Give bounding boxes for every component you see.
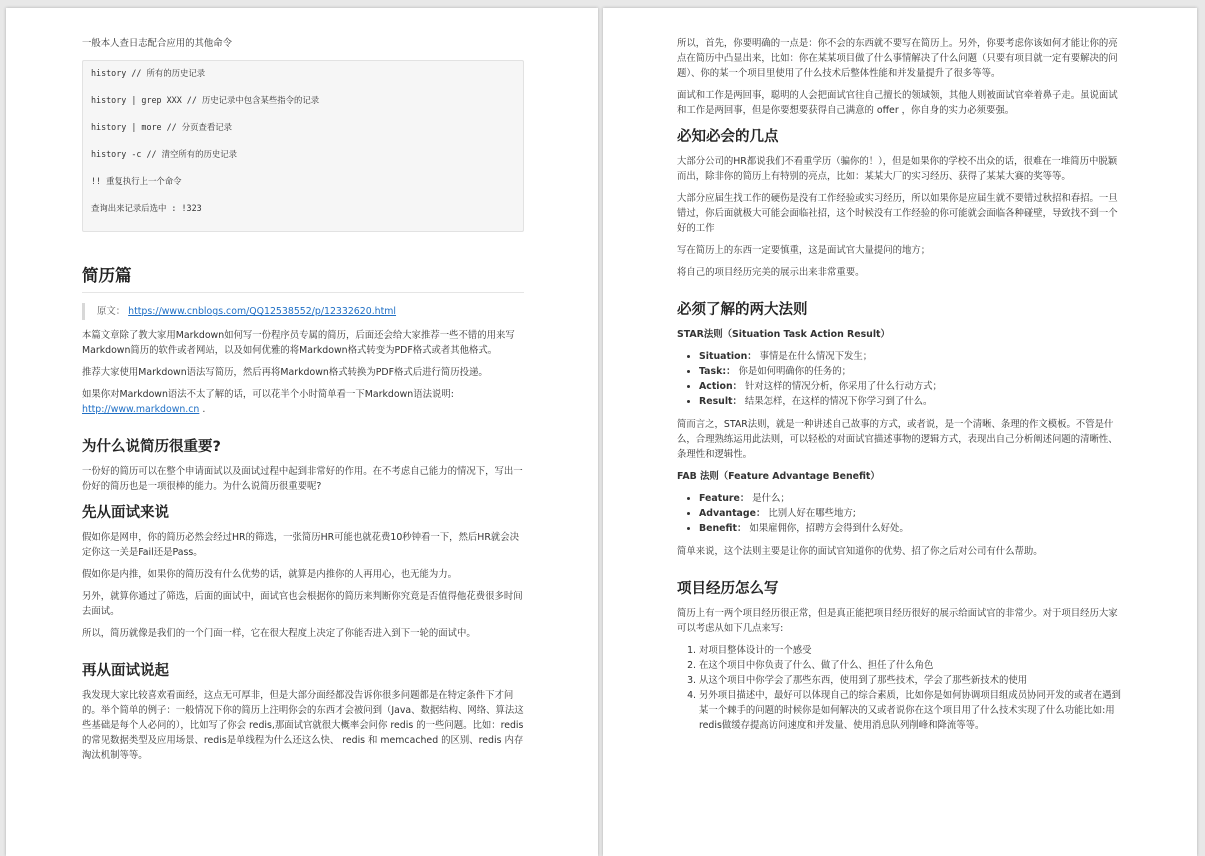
paragraph: 推荐大家使用Markdown语法写简历，然后再将Markdown格式转换为PDF格式后进行简历投递。 (82, 367, 488, 378)
code-line: history -c // 清空所有的历史记录 (91, 149, 237, 159)
paragraph: 将自己的项目经历完美的展示出来非常重要。 (677, 267, 865, 278)
paragraph: 简而言之，STAR法则，就是一种讲述自己故事的方式，或者说，是一个清晰、条理的作文模板。不管是什么，合理熟练运用此法则，可以轻松的对面试官描述事物的逻辑方式，表现出自己分析阐述问题的清晰性、条理性和逻辑性。 (677, 419, 1118, 460)
page-left (6, 8, 598, 856)
heading-two-rules: 必须了解的两大法则 (677, 302, 808, 318)
paragraph: 一份好的简历可以在整个申请面试以及面试过程中起到非常好的作用。在不考虑自己能力的情况下，写出一份好的简历也是一项很棒的能力。为什么说简历很重要呢? (82, 466, 523, 492)
fab-title: FAB 法则（Feature Advantage Benefit） (677, 471, 880, 482)
heading-resume: 简历篇 (82, 262, 524, 293)
source-quote (82, 303, 524, 320)
code-block (82, 60, 524, 232)
list-item: • Action： 针对这样的情况分析，你采用了什么行动方式； (699, 379, 1121, 394)
paragraph: 所以，简历就像是我们的一个门面一样，它在很大程度上决定了你能否进入到下一轮的面试中。 (82, 628, 476, 639)
list-item: • Task:： 你是如何明确你的任务的； (699, 364, 1121, 379)
fab-list (677, 491, 1121, 536)
paragraph: 假如你是网申，你的简历必然会经过HR的筛选，一张简历HR可能也就花费10秒钟看一下，然后HR就会决定你这一关是Fail还是Pass。 (82, 532, 519, 558)
list-item: 2. 在这个项目中你负责了什么、做了什么、担任了什么角色 (699, 658, 1121, 673)
heading-first-interview: 先从面试来说 (82, 505, 169, 521)
intro-text: 一般本人查日志配合应用的其他命令 (82, 38, 233, 49)
code-line: history | grep XXX // 历史记录中包含某些指令的记录 (91, 95, 320, 105)
paragraph: 本篇文章除了教大家用Markdown如何写一份程序员专属的简历，后面还会给大家推荐一些不错的用来写Markdown简历的软件或者网站，以及如何优雅的将Markdown格式转变为PDF格式或者其他格式。 (82, 330, 515, 356)
code-line: history // 所有的历史记录 (91, 68, 206, 78)
code-line: !! 重复执行上一个命令 (91, 176, 182, 186)
paragraph: 所以，首先，你要明确的一点是：你不会的东西就不要写在简历上。另外，你要考虑你该如何才能让你的亮点在简历中凸显出来，比如：你在某某项目做了什么事情解决了什么问题（只要有项目就一定有要解决的问题）、你的某一个项目里使用了什么技术后整体性能和并发量提升了很多等等。 (677, 38, 1118, 79)
code-line: 查询出来记录后选中 : !323 (91, 203, 202, 213)
list-item: 4. 另外项目描述中，最好可以体现自己的综合素质，比如你是如何协调项目组成员协同开发的或者在遇到某一个棘手的问题的时候你是如何解决的又或者说你在这个项目用了什么技术实现了什么功能比如:用redis做缓存提高访问速度和并发量、使用消息队列削峰和降流等等。 (699, 688, 1121, 733)
star-title: STAR法则（Situation Task Action Result） (677, 329, 890, 340)
list-item: • Advantage： 比别人好在哪些地方; (699, 506, 1121, 521)
markdown-link[interactable]: http://www.markdown.cn (82, 404, 200, 415)
project-list (677, 643, 1121, 733)
code-line: history | more // 分页查看记录 (91, 122, 233, 132)
heading-why-resume: 为什么说简历很重要? (82, 439, 221, 455)
paragraph: 我发现大家比较喜欢看面经，这点无可厚非，但是大部分面经都没告诉你很多问题都是在特定条件下才问的。举个简单的例子：一般情况下你的简历上注明你会的东西才会被问到（Java、数据结构、网络、算法这些基础是每个人必问的），比如写了你会 redis,那面试官就很大概率会问你 redis 的一些问题。比如：redis的常见数据类型及应用场景、redis是单线程为什么还这么快、 redis 和 memcached 的区别、redis 内存淘汰机制等等。 (82, 690, 524, 761)
paragraph: 假如你是内推，如果你的简历没有什么优势的话，就算是内推你的人再用心，也无能为力。 (82, 569, 458, 580)
list-item: • Feature： 是什么； (699, 491, 1121, 506)
heading-again-interview: 再从面试说起 (82, 663, 169, 679)
heading-must-know: 必知必会的几点 (677, 129, 779, 145)
star-list (677, 349, 1121, 409)
paragraph: 另外，就算你通过了筛选，后面的面试中，面试官也会根据你的简历来判断你究竟是否值得他花费很多时间去面试。 (82, 591, 523, 617)
paragraph: 简历上有一两个项目经历很正常，但是真正能把项目经历很好的展示给面试官的非常少。对于项目经历大家可以考虑从如下几点来写: (677, 608, 1118, 634)
paragraph: 面试和工作是两回事，聪明的人会把面试官往自己擅长的领域领，其他人则被面试官牵着鼻子走。虽说面试和工作是两回事，但是你要想要获得自己满意的 offer ，你自身的实力必须要强。 (677, 90, 1118, 116)
list-item: 1. 对项目整体设计的一个感受 (699, 643, 1121, 658)
source-link[interactable]: https://www.cnblogs.com/QQ12538552/p/12332620.html (128, 306, 397, 317)
paragraph-text: 如果你对Markdown语法不太了解的话，可以花半个小时简单看一下Markdown语法说明: (82, 389, 454, 400)
list-item: • Result： 结果怎样，在这样的情况下你学习到了什么。 (699, 394, 1121, 409)
paragraph: 简单来说，这个法则主要是让你的面试官知道你的优势、招了你之后对公司有什么帮助。 (677, 546, 1043, 557)
paragraph: 写在简历上的东西一定要慎重，这是面试官大量提问的地方； (677, 245, 931, 256)
page-right (603, 8, 1197, 856)
list-item: • Situation： 事情是在什么情况下发生； (699, 349, 1121, 364)
paragraph-tail: . (199, 404, 206, 415)
paragraph: 大部分应届生找工作的硬伤是没有工作经验或实习经历，所以如果你是应届生就不要错过秋招和春招。一旦错过，你后面就极大可能会面临社招，这个时候没有工作经验的你可能就会面临各种碰壁，导致找不到一个好的工作 (677, 193, 1118, 234)
paragraph (82, 387, 524, 417)
paragraph: 大部分公司的HR都说我们不看重学历（骗你的！），但是如果你的学校不出众的话，很难在一堆简历中脱颖而出，除非你的简历上有特别的亮点，比如：某某大厂的实习经历、获得了某某大赛的奖等等。 (677, 156, 1118, 182)
list-item: 3. 从这个项目中你学会了那些东西，使用到了那些技术，学会了那些新技术的使用 (699, 673, 1121, 688)
list-item: • Benefit： 如果雇佣你，招聘方会得到什么好处。 (699, 521, 1121, 536)
quote-label: 原文： (97, 306, 126, 317)
heading-project-experience: 项目经历怎么写 (677, 581, 779, 597)
